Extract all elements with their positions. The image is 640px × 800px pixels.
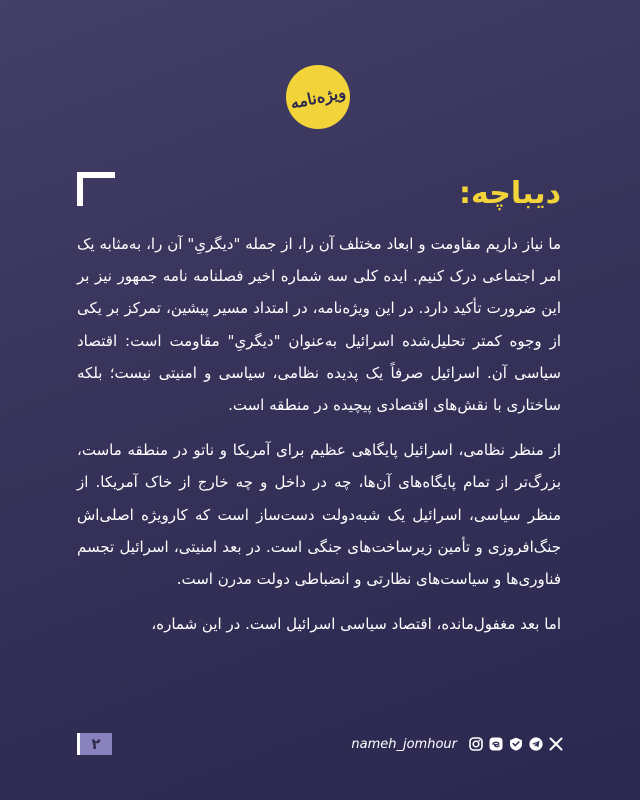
- footer-social: [351, 733, 563, 755]
- page-title: دیباچه:: [459, 176, 561, 211]
- eitaa-icon[interactable]: [489, 737, 503, 751]
- page-number: ۲: [77, 733, 112, 755]
- account-handle[interactable]: nameh_jomhour: [351, 736, 457, 752]
- brand-logo: [286, 65, 350, 129]
- page-number-badge: [77, 733, 112, 755]
- article-paragraph: ما نیاز داریم مقاومت و ابعاد مختلف آن را، از جمله "دیگریِ" آن را، به‌مثابه یک امر اجتماعی درک کنیم. ایده کلی سه شماره اخیر فصلنامه نامه جمهور نیز بر این ضرورت تأکید دارد. در این ویژه‌نامه، در امتداد مسیر پیشین، تمرکز بر یکی از وجوه کمتر تحلیل‌شده اسرائیل به‌عنوان "دیگریِ" مقاومت است: اقتصاد سیاسی آن. اسرائیل صرفاً یک پدیده نظامی، سیاسی و امنیتی نیست؛ بلکه ساختاری با نقش‌های اقتصادی پیچیده در منطقه است.: [77, 235, 561, 415]
- logo-text: ویژه‌نامه: [288, 81, 348, 113]
- telegram-icon[interactable]: [529, 737, 543, 751]
- article-body: [77, 228, 561, 653]
- article-paragraph: از منظر نظامی، اسرائیل پایگاهی عظیم برای آمریکا و ناتو در منطقه ماست، بزرگ‌تر از تمام پایگاه‌های آن‌ها، چه در داخل و چه خارج از خاک آمریکا. از منظر سیاسی، اسرائیل یک شبه‌دولت دست‌ساز است که کارویژه اصلی‌اش جنگ‌افروزی و تأمین زیرساخت‌های جنگی است. در بعد امنیتی، اسرائیل تجسم فناوری‌ها و سیاست‌های نظارتی و انضباطی دولت مدرن است.: [77, 441, 561, 589]
- x-icon[interactable]: [549, 737, 563, 751]
- corner-bracket-decoration: [77, 172, 115, 206]
- article-paragraph: اما بعد مغفول‌مانده، اقتصاد سیاسی اسرائیل است. در این شماره،: [151, 615, 561, 634]
- virasty-icon[interactable]: [509, 737, 523, 751]
- instagram-icon[interactable]: [469, 737, 483, 751]
